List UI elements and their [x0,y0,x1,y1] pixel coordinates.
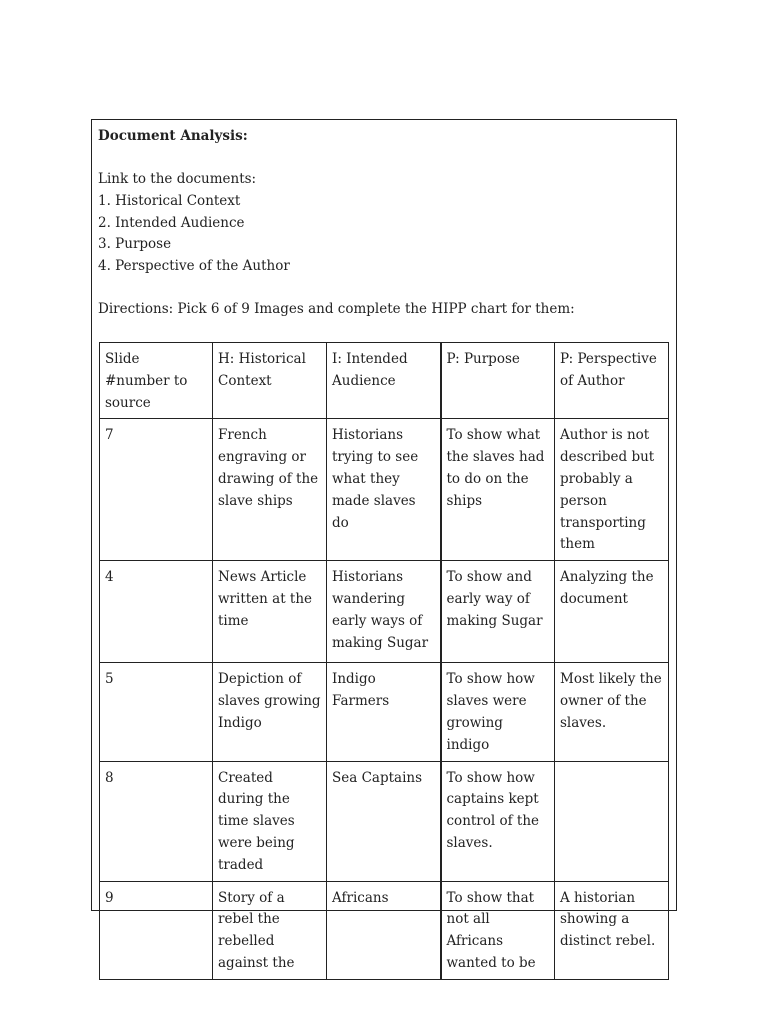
table-cell: Author is not described but probably a person transporting them [555,419,669,561]
table-cell: To show how slaves were growing indigo [441,663,555,761]
table-header-row [100,343,669,419]
document-content [98,126,575,321]
table-cell: To show what the slaves had to do on the ships [441,419,555,561]
table-cell: Indigo Farmers [327,663,441,761]
table-cell: Historians trying to see what they made slaves do [327,419,441,561]
link-purpose[interactable]: 3. Purpose [98,236,172,253]
table-cell: Africans [327,881,441,979]
table-cell: News Article written at the time [213,561,327,663]
table-cell: Historians wandering early ways of making Sugar [327,561,441,663]
table-row [100,761,669,881]
table-row [100,663,669,761]
table-cell: 8 [100,761,213,881]
header-cell-audience: I: Intended Audience [327,343,441,419]
table-cell: Analyzing the document [555,561,669,663]
table-cell: 4 [100,561,213,663]
table-cell: To show and early way of making Sugar [441,561,555,663]
links-heading: Link to the documents: [98,171,257,187]
table-cell: 9 [100,881,213,979]
document-title: Document Analysis: [98,128,248,144]
table-cell: Depiction of slaves growing Indigo [213,663,327,761]
header-cell-historical: H: Historical Context [213,343,327,419]
table-cell: Created during the time slaves were being traded [213,761,327,881]
header-cell-purpose: P: Purpose [441,343,555,419]
directions-text: Directions: Pick 6 of 9 Images and complete the HIPP chart for them: [98,300,575,317]
table-cell: Story of a rebel the rebelled against the [213,881,327,979]
table-cell: Sea Captains [327,761,441,881]
link-intended-audience[interactable]: 2. Intended Audience [98,214,245,231]
table-row [100,881,669,979]
table-cell: Most likely the owner of the slaves. [555,663,669,761]
table-cell: 5 [100,663,213,761]
link-perspective-author[interactable]: 4. Perspective of the Author [98,258,290,275]
hipp-chart-table [99,342,669,980]
table-cell [555,761,669,881]
table-cell: French engraving or drawing of the slave ships [213,419,327,561]
document-frame [91,119,677,971]
table-row [100,561,669,663]
table-cell: To show that not all Africans wanted to be [441,881,555,979]
header-cell-slide: Slide #number to source [100,343,213,419]
table-cell: A historian showing a distinct rebel. [555,881,669,979]
header-cell-perspective: P: Perspective of Author [555,343,669,419]
table-cell: To show how captains kept control of the slaves. [441,761,555,881]
link-historical-context[interactable]: 1. Historical Context [98,192,241,209]
table-row [100,419,669,561]
table-cell: 7 [100,419,213,561]
